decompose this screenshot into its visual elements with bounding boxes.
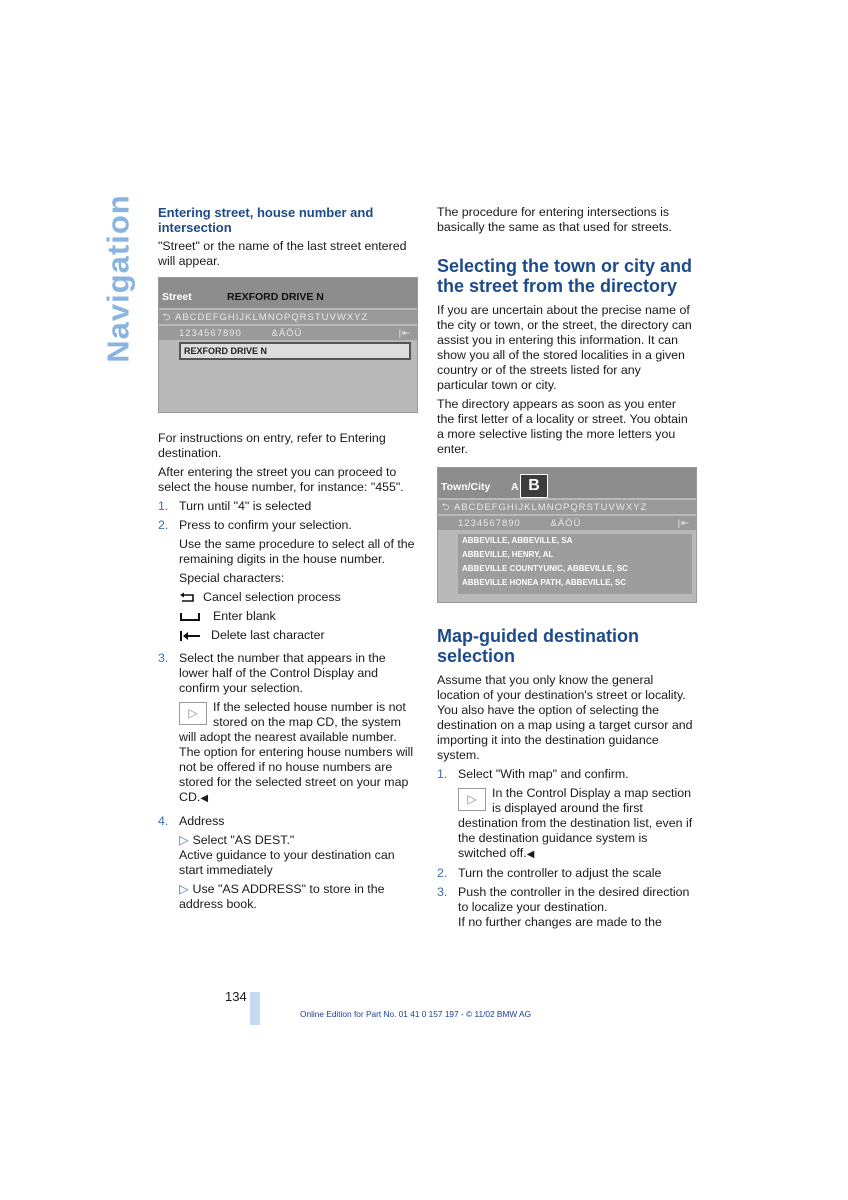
special-char-label: Enter blank — [213, 609, 276, 623]
cancel-icon — [179, 592, 203, 604]
note-icon: ▷ — [179, 702, 207, 725]
list-item — [158, 518, 416, 647]
end-mark-icon: ◀ — [200, 793, 209, 804]
section-heading: Entering street, house number and intersection — [158, 205, 374, 235]
step-text: Address — [179, 814, 225, 828]
list-item — [437, 767, 695, 862]
step-subtext: Use the same procedure to select all of the remaining digits in the house number. — [179, 537, 415, 566]
right-column — [437, 205, 695, 934]
step-number: 2. — [437, 866, 448, 880]
special-char-blank — [179, 609, 416, 624]
digits-row-text: 1234567890 — [179, 328, 242, 339]
step-text: Push the controller in the desired direction to localize your destination. — [458, 885, 690, 914]
list-item[interactable]: ABBEVILLE HONEA PATH, ABBEVILLE, SC — [462, 578, 627, 587]
directory-list — [458, 534, 692, 594]
digits-row: 1234567890 &ÄÖÜ |⇤ — [159, 326, 417, 340]
section-heading: Selecting the town or city and the street from the directory — [437, 256, 693, 296]
paragraph: For instructions on entry, refer to Entering destination. — [158, 431, 386, 460]
list-item — [158, 651, 416, 810]
steps-list — [158, 499, 416, 916]
list-item — [158, 814, 416, 916]
step-text: Press to confirm your selection. — [179, 518, 352, 532]
bullet-text: Use "AS ADDRESS" to store in the address book. — [179, 882, 385, 911]
bullet-text: Select "AS DEST." — [192, 833, 295, 847]
step-text: Select the number that appears in the lower half of the Control Display and confirm your selection. — [179, 651, 386, 695]
footer-accent-bar — [250, 992, 260, 1025]
paragraph: After entering the street you can proceed to select the house number, for instance: "455". — [158, 465, 404, 494]
screen-typed-value: A — [511, 481, 519, 493]
list-item[interactable]: ABBEVILLE COUNTYUNIC, ABBEVILLE, SC — [462, 564, 628, 573]
directory-screenshot — [437, 467, 697, 603]
note-text: In the Control Display a map section is displayed around the first destination from the destination list, even if the destination guidance system is switched off. — [458, 786, 693, 860]
step-number: 3. — [437, 885, 448, 899]
bullet-triangle-icon: ▷ — [179, 882, 189, 896]
blank-icon — [179, 611, 213, 623]
special-chars-text: &ÄÖÜ — [550, 518, 582, 529]
letters-row-text: ABCDEFGHIJKLMNOPQRSTUVWXYZ — [454, 502, 648, 513]
end-mark-icon: ◀ — [526, 849, 535, 860]
list-item[interactable]: ABBEVILLE, HENRY, AL — [462, 550, 554, 559]
page-number: 134 — [225, 989, 247, 1004]
section-heading: Map-guided destination selection — [437, 626, 639, 666]
letters-row: ⮌ ABCDEFGHIJKLMNOPQRSTUVWXYZ — [159, 310, 417, 324]
screen-field-label: Street — [162, 291, 192, 303]
highlighted-letter: B — [520, 474, 548, 498]
list-item — [437, 866, 695, 881]
paragraph: Assume that you only know the general location of your destination's street or locality. You also have the option of selecting the destination on a map using a target cursor and importing it into the destination guidance system. — [437, 673, 693, 762]
step-text: Turn the controller to adjust the scale — [458, 866, 662, 880]
paragraph: If you are uncertain about the precise name of the city or town, or the street, the directory can assist you in entering this information. It can show you all of the stored localities in a given country or of the streets listed for any particular town or city. — [437, 303, 692, 392]
section-tab — [96, 193, 140, 363]
step-number: 1. — [158, 499, 169, 513]
step-text: Turn until "4" is selected — [179, 499, 312, 513]
paragraph: The directory appears as soon as you enter the first letter of a locality or street. You obtain a more selective listing the more letters you enter. — [437, 397, 688, 456]
screen-field-value: REXFORD DRIVE N — [227, 291, 324, 303]
list-item — [158, 499, 416, 514]
steps-list — [437, 767, 695, 930]
step-subtext: Special characters: — [179, 571, 285, 585]
note-text: If the selected house number is not stored on the map CD, the system will adopt the nearest available number. — [179, 700, 406, 744]
note-block — [179, 700, 416, 745]
bullet-subtext: Active guidance to your destination can start immediately — [179, 848, 395, 877]
special-chars-text: &ÄÖÜ — [271, 328, 303, 339]
delete-icon — [179, 630, 211, 642]
special-char-label: Delete last character — [211, 628, 325, 642]
selected-entry: REXFORD DRIVE N — [179, 342, 411, 360]
special-char-label: Cancel selection process — [203, 590, 341, 604]
left-column — [158, 205, 416, 920]
letters-row-text: ABCDEFGHIJKLMNOPQRSTUVWXYZ — [175, 312, 369, 323]
bullet-triangle-icon: ▷ — [179, 833, 189, 847]
special-char-delete — [179, 628, 416, 643]
list-item — [437, 885, 695, 930]
letters-row: ⮌ ABCDEFGHIJKLMNOPQRSTUVWXYZ — [438, 500, 696, 514]
digits-row: 1234567890 &ÄÖÜ |⇤ — [438, 516, 696, 530]
note-text: The option for entering house numbers will not be offered if no house numbers are stored for the selected street on your map CD. — [179, 745, 414, 804]
paragraph: "Street" or the name of the last street entered will appear. — [158, 239, 407, 268]
paragraph: The procedure for entering intersections is basically the same as that used for streets. — [437, 205, 672, 234]
street-entry-screenshot — [158, 277, 418, 413]
step-number: 2. — [158, 518, 169, 532]
section-tab-label: Navigation — [100, 193, 136, 363]
step-text: Select "With map" and confirm. — [458, 767, 629, 781]
step-continuation: If no further changes are made to the — [458, 915, 662, 929]
footer-note: Online Edition for Part No. 01 41 0 157 197 - © 11/02 BMW AG — [300, 1009, 532, 1019]
note-block — [458, 786, 695, 862]
digits-row-text: 1234567890 — [458, 518, 521, 529]
step-number: 1. — [437, 767, 448, 781]
list-item[interactable]: ABBEVILLE, ABBEVILLE, SA — [462, 536, 573, 545]
screen-field-label: Town/City — [441, 481, 491, 493]
step-number: 4. — [158, 814, 169, 828]
step-number: 3. — [158, 651, 169, 665]
special-char-cancel — [179, 590, 416, 605]
note-icon: ▷ — [458, 788, 486, 811]
